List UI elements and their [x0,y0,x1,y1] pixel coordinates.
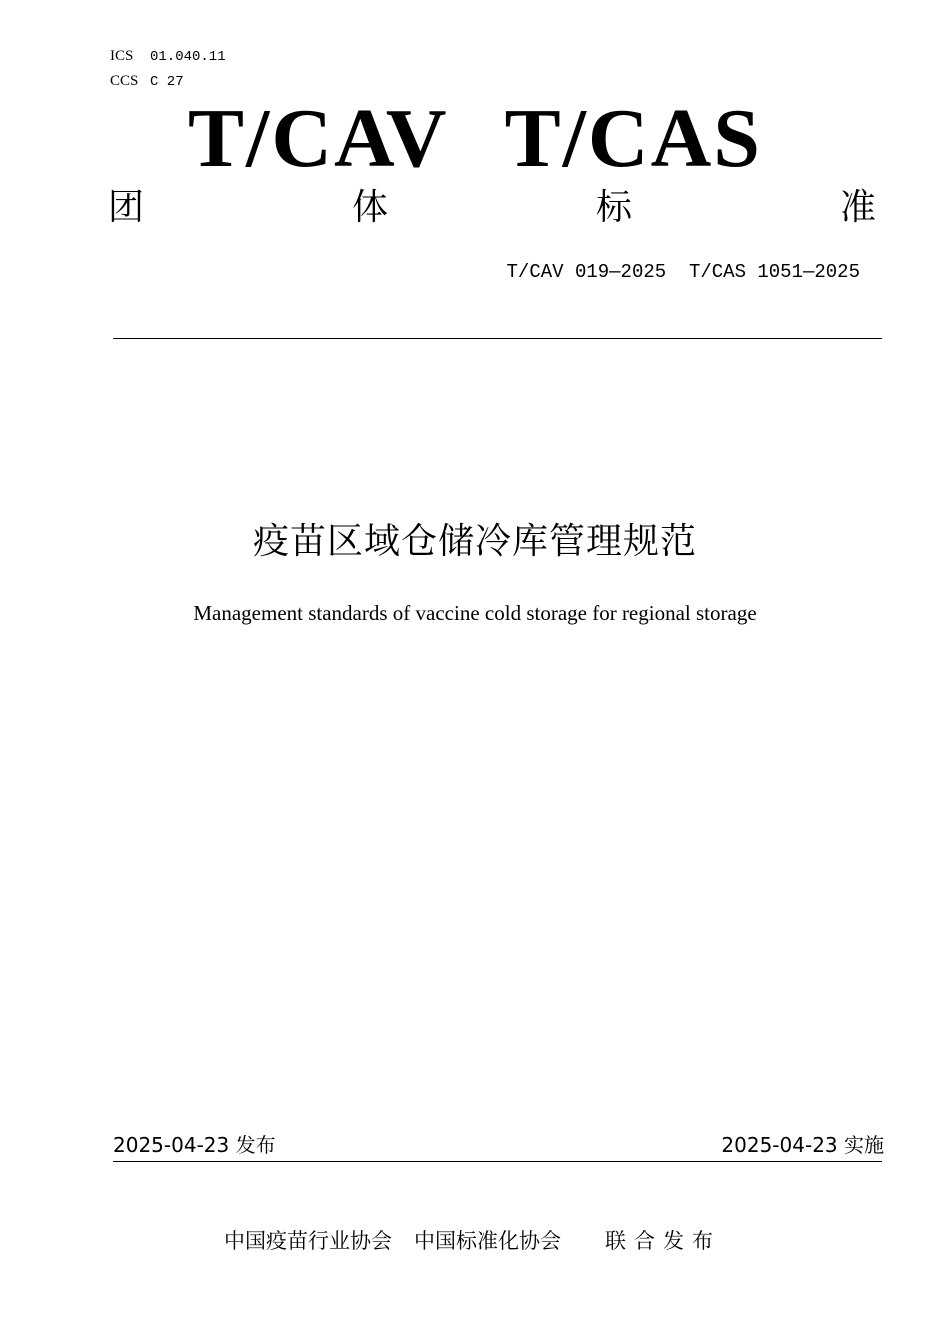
title-english: Management standards of vaccine cold storage for regional storage [193,601,757,625]
ics-label: ICS [110,48,134,64]
issuer-org-1: 中国疫苗行业协会 [224,1229,392,1253]
publish-date: 2025-04-23 发布 [113,1133,276,1157]
issuer-org-2: 中国标准化协会 [414,1229,561,1253]
standard-type [108,188,876,228]
title-chinese: 疫苗区域仓储冷库管理规范 [252,521,697,562]
effective-date: 2025-04-23 实施 [721,1133,884,1157]
standard-number: T/CAV 019—2025 T/CAS 1051—2025 [506,261,860,283]
standard-codes-header [0,92,950,185]
ics-classification [110,46,226,66]
code-cas: T/CAS [504,92,762,185]
ics-value: 01.040.11 [150,49,226,65]
issuing-organizations [224,1228,721,1254]
bottom-divider [113,1161,882,1162]
ccs-label: CCS [110,73,139,89]
standard-type-char: 体 [351,187,388,228]
ccs-value: C 27 [150,74,184,90]
ccs-classification [110,71,184,91]
standard-type-char: 标 [595,187,632,228]
joint-issue-note: 联合发布 [605,1229,721,1253]
standard-type-char: 准 [839,187,876,228]
code-cav: T/CAV [188,92,449,185]
top-divider [113,338,882,339]
standard-type-char: 团 [108,187,145,228]
